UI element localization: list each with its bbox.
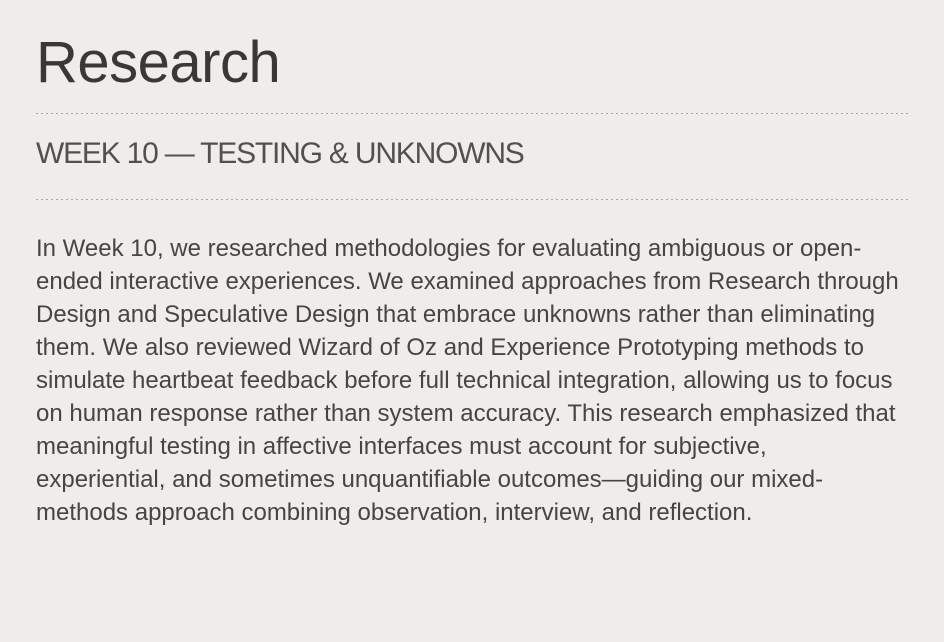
section-heading: WEEK 10 — TESTING & UNKNOWNS [36, 136, 524, 170]
research-summary [36, 232, 908, 529]
paragraph-line: Design and Speculative Design that embrace unknowns rather than eliminating [36, 301, 876, 329]
paragraph-line: meaningful testing in affective interfaces must account for subjective, [36, 433, 767, 461]
paragraph-line: on human response rather than system accuracy. This research emphasized that [36, 400, 896, 428]
paragraph-line: simulate heartbeat feedback before full technical integration, allowing us to focus [36, 367, 893, 395]
paragraph-line: methods approach combining observation, interview, and reflection. [36, 499, 753, 527]
divider [36, 113, 908, 114]
research-page [0, 30, 944, 529]
page-title: Research [36, 30, 281, 95]
paragraph-line: experiential, and sometimes unquantifiable outcomes—guiding our mixed- [36, 466, 824, 494]
paragraph-line: them. We also reviewed Wizard of Oz and Experience Prototyping methods to [36, 334, 864, 362]
paragraph-line: In Week 10, we researched methodologies for evaluating ambiguous or open- [36, 235, 862, 263]
divider [36, 199, 908, 200]
paragraph-line: ended interactive experiences. We examined approaches from Research through [36, 268, 899, 296]
